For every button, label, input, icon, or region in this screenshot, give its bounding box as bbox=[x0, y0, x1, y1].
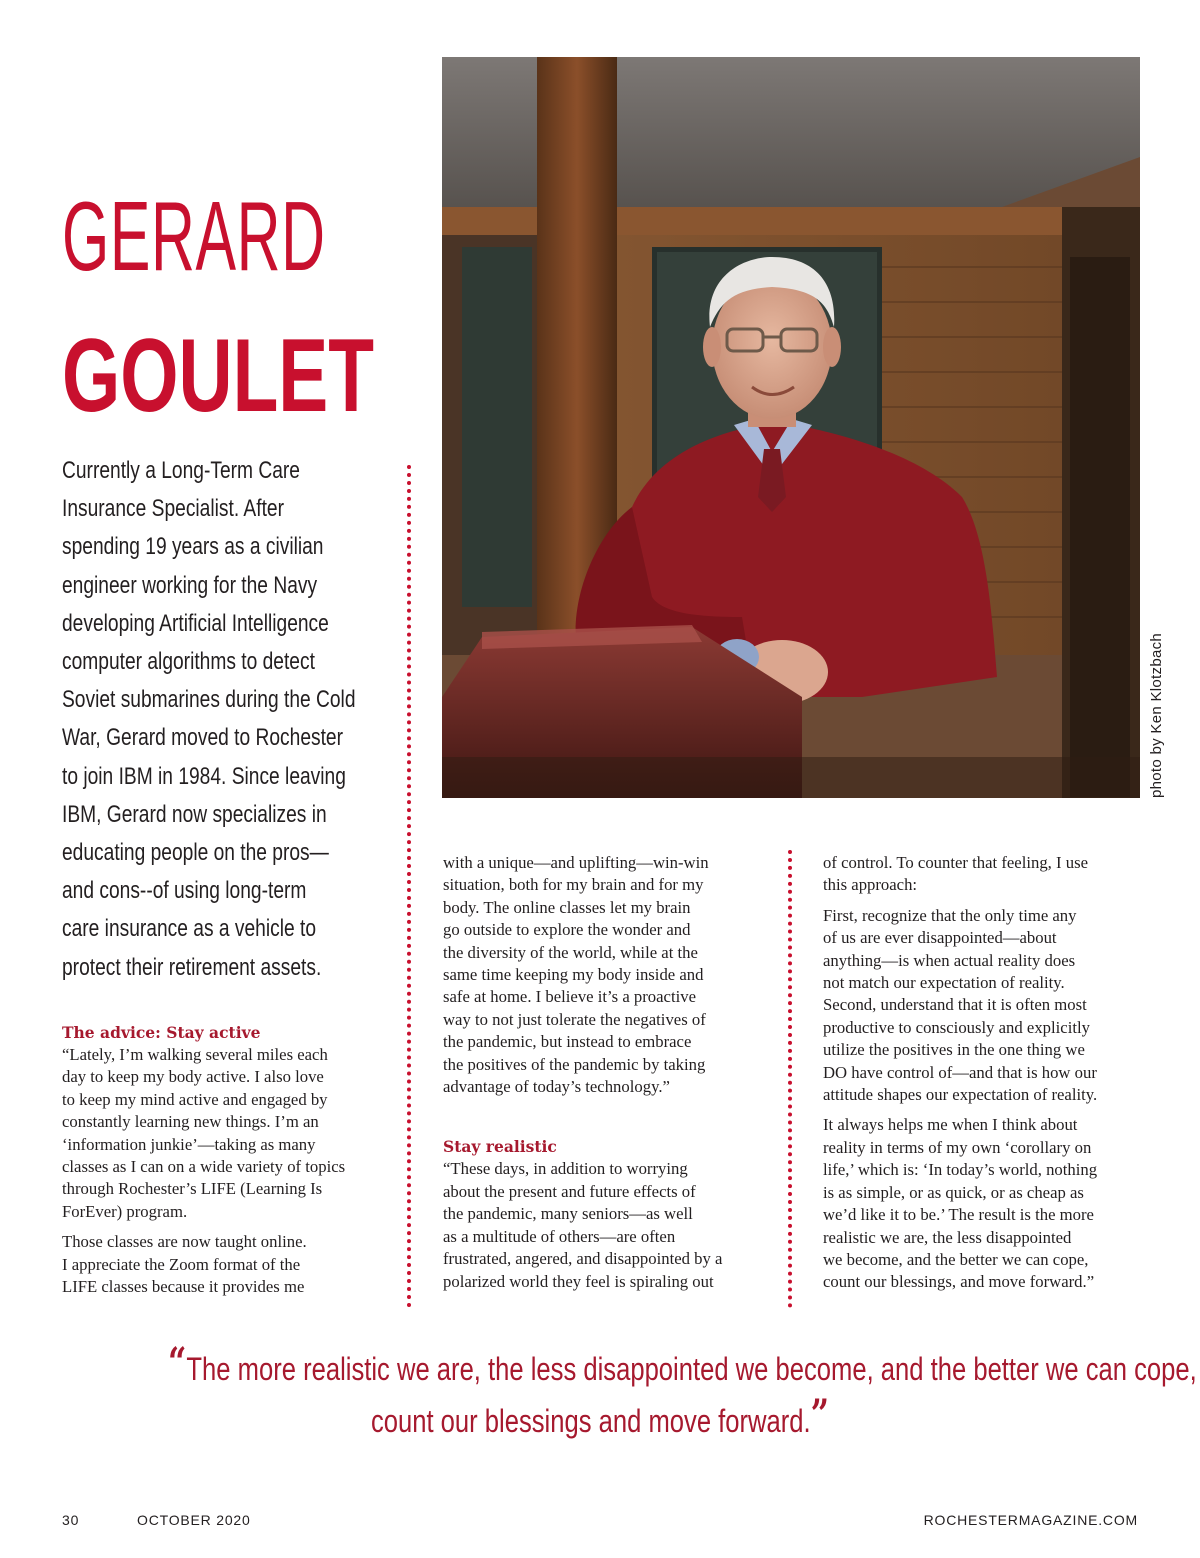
column-2 bbox=[443, 852, 778, 1301]
col3-paragraph-2 bbox=[823, 905, 1143, 1107]
col3-paragraph-1 bbox=[823, 852, 1143, 897]
text-line: First, recognize that the only time any bbox=[823, 905, 1077, 925]
text-line: polarized world they feel is spiraling out bbox=[443, 1271, 714, 1291]
text-line: ‘information junkie’—taking as many bbox=[62, 1134, 316, 1154]
text-line: to keep my mind active and engaged by bbox=[62, 1089, 328, 1109]
text-line: we become, and the better we can cope, bbox=[823, 1249, 1089, 1269]
intro-line: engineer working for the Navy bbox=[62, 571, 318, 599]
title-last-name: GOULET bbox=[62, 318, 374, 434]
text-line: anything—is when actual reality does bbox=[823, 950, 1076, 970]
text-line: we’d like it to be.’ The result is the more bbox=[823, 1205, 1094, 1225]
dotted-divider-left bbox=[407, 465, 411, 1308]
intro-line: War, Gerard moved to Rochester bbox=[62, 724, 343, 752]
intro-line: developing Artificial Intelligence bbox=[62, 609, 329, 637]
text-line: DO have control of—and that is how our bbox=[823, 1062, 1097, 1082]
subhead-stay-active: The advice: Stay active bbox=[62, 1023, 261, 1042]
text-line: is as simple, or as quick, or as cheap as bbox=[823, 1182, 1084, 1202]
dotted-divider-right bbox=[788, 850, 792, 1308]
text-line: of us are ever disappointed—about bbox=[823, 928, 1057, 948]
intro-line: IBM, Gerard now specializes in bbox=[62, 800, 327, 828]
intro-line: and cons--of using long-term bbox=[62, 877, 307, 905]
text-line: through Rochester’s LIFE (Learning Is bbox=[62, 1179, 323, 1199]
text-line: realistic we are, the less disappointed bbox=[823, 1227, 1072, 1247]
intro-line: protect their retirement assets. bbox=[62, 953, 322, 981]
text-line: the positives of the pandemic by taking bbox=[443, 1054, 706, 1074]
text-line: constantly learning new things. I’m an bbox=[62, 1112, 319, 1132]
text-line: day to keep my body active. I also love bbox=[62, 1067, 324, 1087]
text-line: attitude shapes our expectation of reality. bbox=[823, 1085, 1098, 1105]
text-line: this approach: bbox=[823, 875, 918, 895]
column-1 bbox=[62, 1022, 402, 1306]
subhead-stay-realistic: Stay realistic bbox=[443, 1137, 557, 1157]
text-line: ForEver) program. bbox=[62, 1201, 188, 1221]
text-line: the diversity of the world, while at the bbox=[443, 942, 698, 962]
text-line: utilize the positives in the one thing we bbox=[823, 1040, 1085, 1060]
intro-paragraph bbox=[62, 452, 422, 987]
pull-quote-text-2: count our blessings and move forward. bbox=[370, 1403, 811, 1439]
text-line: safe at home. I believe it’s a proactive bbox=[443, 987, 696, 1007]
text-line: I appreciate the Zoom format of the bbox=[62, 1254, 301, 1274]
intro-line: spending 19 years as a civilian bbox=[62, 533, 324, 561]
text-line: way to not just tolerate the negatives of bbox=[443, 1009, 706, 1029]
pull-quote-line-1 bbox=[168, 1339, 1197, 1392]
text-line: classes as I can on a wide variety of topics bbox=[62, 1157, 346, 1177]
text-line: about the present and future effects of bbox=[443, 1181, 696, 1201]
text-line: Those classes are now taught online. bbox=[62, 1232, 307, 1252]
intro-line: computer algorithms to detect bbox=[62, 648, 315, 676]
pull-quote-line-2 bbox=[168, 1392, 1032, 1444]
page-number: 30 bbox=[62, 1512, 80, 1528]
text-line: Second, understand that it is often most bbox=[823, 995, 1087, 1015]
intro-line: Currently a Long-Term Care bbox=[62, 457, 300, 484]
text-line: reality in terms of my own ‘corollary on bbox=[823, 1137, 1092, 1157]
text-line: the pandemic, but instead to embrace bbox=[443, 1032, 692, 1052]
issue-date: OCTOBER 2020 bbox=[137, 1512, 251, 1528]
intro-line: Soviet submarines during the Cold bbox=[62, 686, 356, 714]
intro-line: care insurance as a vehicle to bbox=[62, 915, 317, 943]
text-line: LIFE classes because it provides me bbox=[62, 1277, 305, 1297]
column-3 bbox=[823, 852, 1143, 1302]
text-line: as a multitude of others—are often bbox=[443, 1226, 676, 1246]
text-line: with a unique—and uplifting—win-win bbox=[443, 853, 709, 872]
text-line: the pandemic, many seniors—as well bbox=[443, 1204, 693, 1224]
text-line: productive to consciously and explicitly bbox=[823, 1017, 1090, 1037]
col2-paragraph-2 bbox=[443, 1158, 778, 1292]
intro-line: Insurance Specialist. After bbox=[62, 495, 284, 523]
text-line: of control. To counter that feeling, I use bbox=[823, 853, 1088, 872]
col1-paragraph-1 bbox=[62, 1044, 402, 1223]
text-line: body. The online classes let my brain bbox=[443, 897, 691, 917]
open-quote-mark: “ bbox=[168, 1339, 187, 1386]
close-quote-mark: ” bbox=[810, 1391, 830, 1438]
text-line: advantage of today’s technology.” bbox=[443, 1077, 670, 1097]
pull-quote bbox=[60, 1339, 1197, 1444]
intro-line: to join IBM in 1984. Since leaving bbox=[62, 762, 346, 790]
photo-credit: photo by Ken Klotzbach bbox=[1148, 632, 1165, 798]
text-line: “These days, in addition to worrying bbox=[443, 1159, 688, 1179]
col1-paragraph-2 bbox=[62, 1231, 402, 1298]
website-url: ROCHESTERMAGAZINE.COM bbox=[923, 1512, 1138, 1528]
text-line: go outside to explore the wonder and bbox=[443, 920, 691, 940]
pull-quote-text-1: The more realistic we are, the less disappointed we become, and the better we can cope, bbox=[186, 1351, 1197, 1387]
text-line: count our blessings, and move forward.” bbox=[823, 1272, 1095, 1292]
col2-paragraph-1 bbox=[443, 852, 778, 1098]
text-line: same time keeping my body inside and bbox=[443, 965, 704, 985]
text-line: frustrated, angered, and disappointed by a bbox=[443, 1249, 723, 1269]
text-line: not match our expectation of reality. bbox=[823, 973, 1065, 993]
text-line: situation, both for my brain and for my bbox=[443, 875, 704, 895]
text-line: It always helps me when I think about bbox=[823, 1115, 1078, 1135]
text-line: life,’ which is: ‘In today’s world, nothing bbox=[823, 1160, 1098, 1180]
intro-line: educating people on the pros— bbox=[62, 839, 329, 867]
text-line: “Lately, I’m walking several miles each bbox=[62, 1045, 328, 1064]
col3-paragraph-3 bbox=[823, 1114, 1143, 1293]
portrait-photo bbox=[442, 57, 1140, 798]
title-first-name: GERARD bbox=[62, 181, 326, 291]
